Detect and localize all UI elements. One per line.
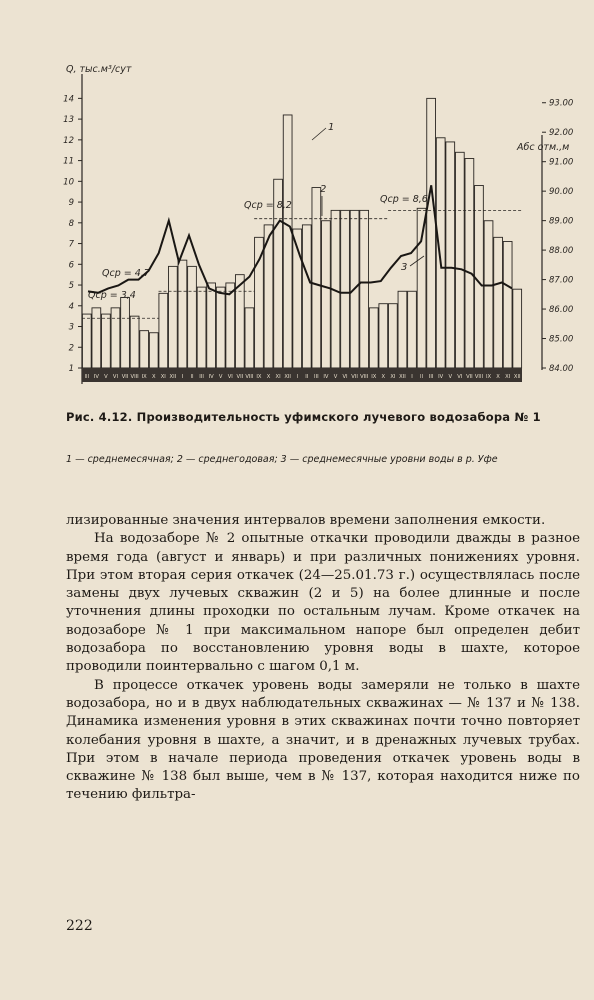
bar <box>197 287 206 368</box>
y-right-tick-label: 89.00 <box>549 216 574 227</box>
bar <box>255 237 264 368</box>
bar <box>245 308 254 368</box>
y-left-tick-label: 5 <box>68 281 74 292</box>
bar <box>436 138 445 368</box>
annotation-1: 1 <box>328 122 335 133</box>
bar <box>484 221 493 368</box>
x-tick-label: V <box>448 374 453 380</box>
bar <box>417 208 426 368</box>
body-text <box>66 512 580 805</box>
x-tick-label: XI <box>390 374 396 380</box>
y-right-tick-label: 88.00 <box>549 246 574 257</box>
annual-mean-label: Qср = 8,2 <box>244 200 292 211</box>
paragraph-3: В процессе откачек уровень воды замеряли не только в шахте водозабора, но и в двух наблюдательных скважинах — № 137 и № 138. Динамика изменения уровня в этих скважинах почти точно повторяет колебания уровня в шахте, а значит, и в дренажных лучевых трубах. При этом в начале периода проведения откачек уровень воды в скважине № 138 был выше, чем в № 137, которая находится ниже по течению фильтра- <box>66 677 580 803</box>
y-right-tick-label: 87.00 <box>549 275 574 286</box>
annual-mean-label: Qср = 3,4 <box>88 290 136 301</box>
x-tick-label: III <box>199 374 204 380</box>
x-tick-label: VI <box>457 374 463 380</box>
x-tick-label: IX <box>141 374 147 380</box>
y-left-tick-label: 2 <box>68 343 74 354</box>
annual-mean-label: Qср = 4,7 <box>102 268 150 279</box>
x-tick-label: VII <box>351 374 358 380</box>
productivity-chart <box>0 0 594 405</box>
annotation-2: 2 <box>320 184 327 195</box>
y-right-tick-label: 91.00 <box>549 157 574 168</box>
bar <box>302 225 311 368</box>
y-left-tick-label: 7 <box>68 239 74 250</box>
x-tick-label: IV <box>438 374 444 380</box>
x-tick-label: V <box>333 374 338 380</box>
figure-caption: Рис. 4.12. Производительность уфимского лучевого водозабора № 1 <box>66 410 541 424</box>
annotation-leader-1 <box>312 128 326 140</box>
bar <box>475 185 484 368</box>
y-right-tick-label: 85.00 <box>549 334 574 345</box>
x-tick-label: XI <box>505 374 511 380</box>
y-left-tick-label: 4 <box>68 301 74 312</box>
x-tick-label: II <box>420 374 424 380</box>
y-right-tick-label: 93.00 <box>549 98 574 109</box>
paragraph-2: На водозаборе № 2 опытные откачки проводили дважды в разное время года (август и январь) и при различных понижениях уровня. При этом вторая серия откачек (24—25.01.73 г.) осуществлялась после замены двух лучевых скважин (2 и 5) на более длинные и после уточнения длины проходки по остальным лучам. Кроме откачек на водозаборе № 1 при максимальном напоре был определен дебит водозабора по восстановлению уровня воды в шахте, которое проводили поинтервально с шагом 0,1 м. <box>66 531 580 675</box>
y-right-tick-label: 92.00 <box>549 128 574 139</box>
bar <box>312 188 321 368</box>
bar <box>188 266 197 368</box>
y-left-tick-label: 6 <box>68 260 74 271</box>
river-level-line <box>88 185 512 294</box>
bar <box>159 293 168 368</box>
bar <box>121 297 130 368</box>
bar <box>178 260 187 368</box>
bar <box>388 304 397 368</box>
x-tick-label: VIII <box>360 374 369 380</box>
annual-mean-label: Qср = 8,6 <box>380 194 428 205</box>
y-axis-right-label: Абс отм.,м <box>517 142 570 153</box>
month-strip <box>82 368 522 382</box>
x-tick-label: VIII <box>130 374 139 380</box>
y-left-tick-label: 1 <box>68 364 74 374</box>
page-number: 222 <box>66 918 93 934</box>
x-tick-label: XII <box>513 374 521 380</box>
bar <box>82 314 91 368</box>
x-tick-label: VI <box>342 374 348 380</box>
bar <box>369 308 378 368</box>
y-left-tick-label: 11 <box>63 156 74 167</box>
bar <box>360 210 369 368</box>
x-tick-label: IV <box>323 374 329 380</box>
y-left-tick-label: 9 <box>68 198 74 209</box>
y-left-tick-label: 14 <box>63 94 74 105</box>
x-tick-label: II <box>190 374 194 380</box>
x-tick-label: III <box>314 374 319 380</box>
bar <box>216 287 225 368</box>
x-tick-label: VII <box>466 374 473 380</box>
bar <box>398 291 407 368</box>
bar <box>111 308 120 368</box>
y-left-tick-label: 3 <box>68 322 74 333</box>
y-left-tick-label: 10 <box>63 177 74 188</box>
x-tick-label: IX <box>485 374 492 380</box>
x-tick-label: V <box>218 374 223 380</box>
bar <box>130 316 139 368</box>
x-tick-label: I <box>181 374 184 380</box>
bar <box>341 210 350 368</box>
paragraph-1: лизированные значения интервалов времени заполнения емкости. <box>66 513 546 528</box>
x-tick-label: V <box>104 374 108 380</box>
x-tick-label: VII <box>121 374 129 380</box>
x-tick-label: VII <box>236 374 244 380</box>
bar <box>494 237 503 368</box>
x-tick-label: IV <box>93 374 99 380</box>
x-tick-label: IX <box>371 374 377 380</box>
x-tick-label: I <box>296 374 298 380</box>
x-tick-label: VIII <box>474 374 484 380</box>
bar <box>149 333 158 368</box>
x-tick-label: XII <box>284 374 291 380</box>
annotation-3: 3 <box>401 262 408 273</box>
y-right-tick-label: 90.00 <box>549 187 574 198</box>
x-tick-label: VI <box>227 374 233 380</box>
y-left-tick-label: 12 <box>63 135 74 146</box>
bar <box>408 291 417 368</box>
x-tick-label: X <box>496 374 500 380</box>
figure-legend: 1 — среднемесячная; 2 — среднегодовая; 3 — среднемесячные уровни воды в р. Уфе <box>66 454 498 465</box>
x-tick-label: X <box>381 374 386 380</box>
x-tick-label: XII <box>399 374 406 380</box>
bar <box>322 221 331 368</box>
bar <box>140 331 149 368</box>
bar <box>465 159 474 368</box>
x-tick-label: VI <box>112 374 119 380</box>
x-tick-label: X <box>266 374 271 380</box>
x-tick-label: XI <box>160 374 166 380</box>
x-tick-label: X <box>151 374 156 380</box>
bar <box>446 142 455 368</box>
x-tick-label: XI <box>275 374 281 380</box>
y-right-tick-label: 84.00 <box>549 364 574 374</box>
bar <box>92 308 101 368</box>
bar <box>283 115 292 368</box>
x-tick-label: I <box>411 374 413 380</box>
x-tick-label: VIII <box>245 374 254 380</box>
y-left-tick-label: 13 <box>63 115 74 126</box>
bar <box>102 314 111 368</box>
y-axis-left-label: Q, тыс.м³/сут <box>66 64 132 75</box>
bar <box>503 241 512 368</box>
x-tick-label: III <box>84 374 90 380</box>
bar <box>455 152 464 368</box>
x-tick-label: II <box>305 374 309 380</box>
x-tick-label: IX <box>256 374 262 380</box>
bar <box>427 98 436 368</box>
bar <box>168 266 177 368</box>
y-left-tick-label: 8 <box>68 218 74 229</box>
bar <box>226 283 235 368</box>
x-tick-label: III <box>428 374 434 380</box>
y-right-tick-label: 86.00 <box>549 305 574 316</box>
bar <box>207 283 216 368</box>
bar <box>513 289 522 368</box>
x-tick-label: IV <box>208 374 214 380</box>
x-tick-label: XII <box>169 374 177 380</box>
bar <box>379 304 388 368</box>
